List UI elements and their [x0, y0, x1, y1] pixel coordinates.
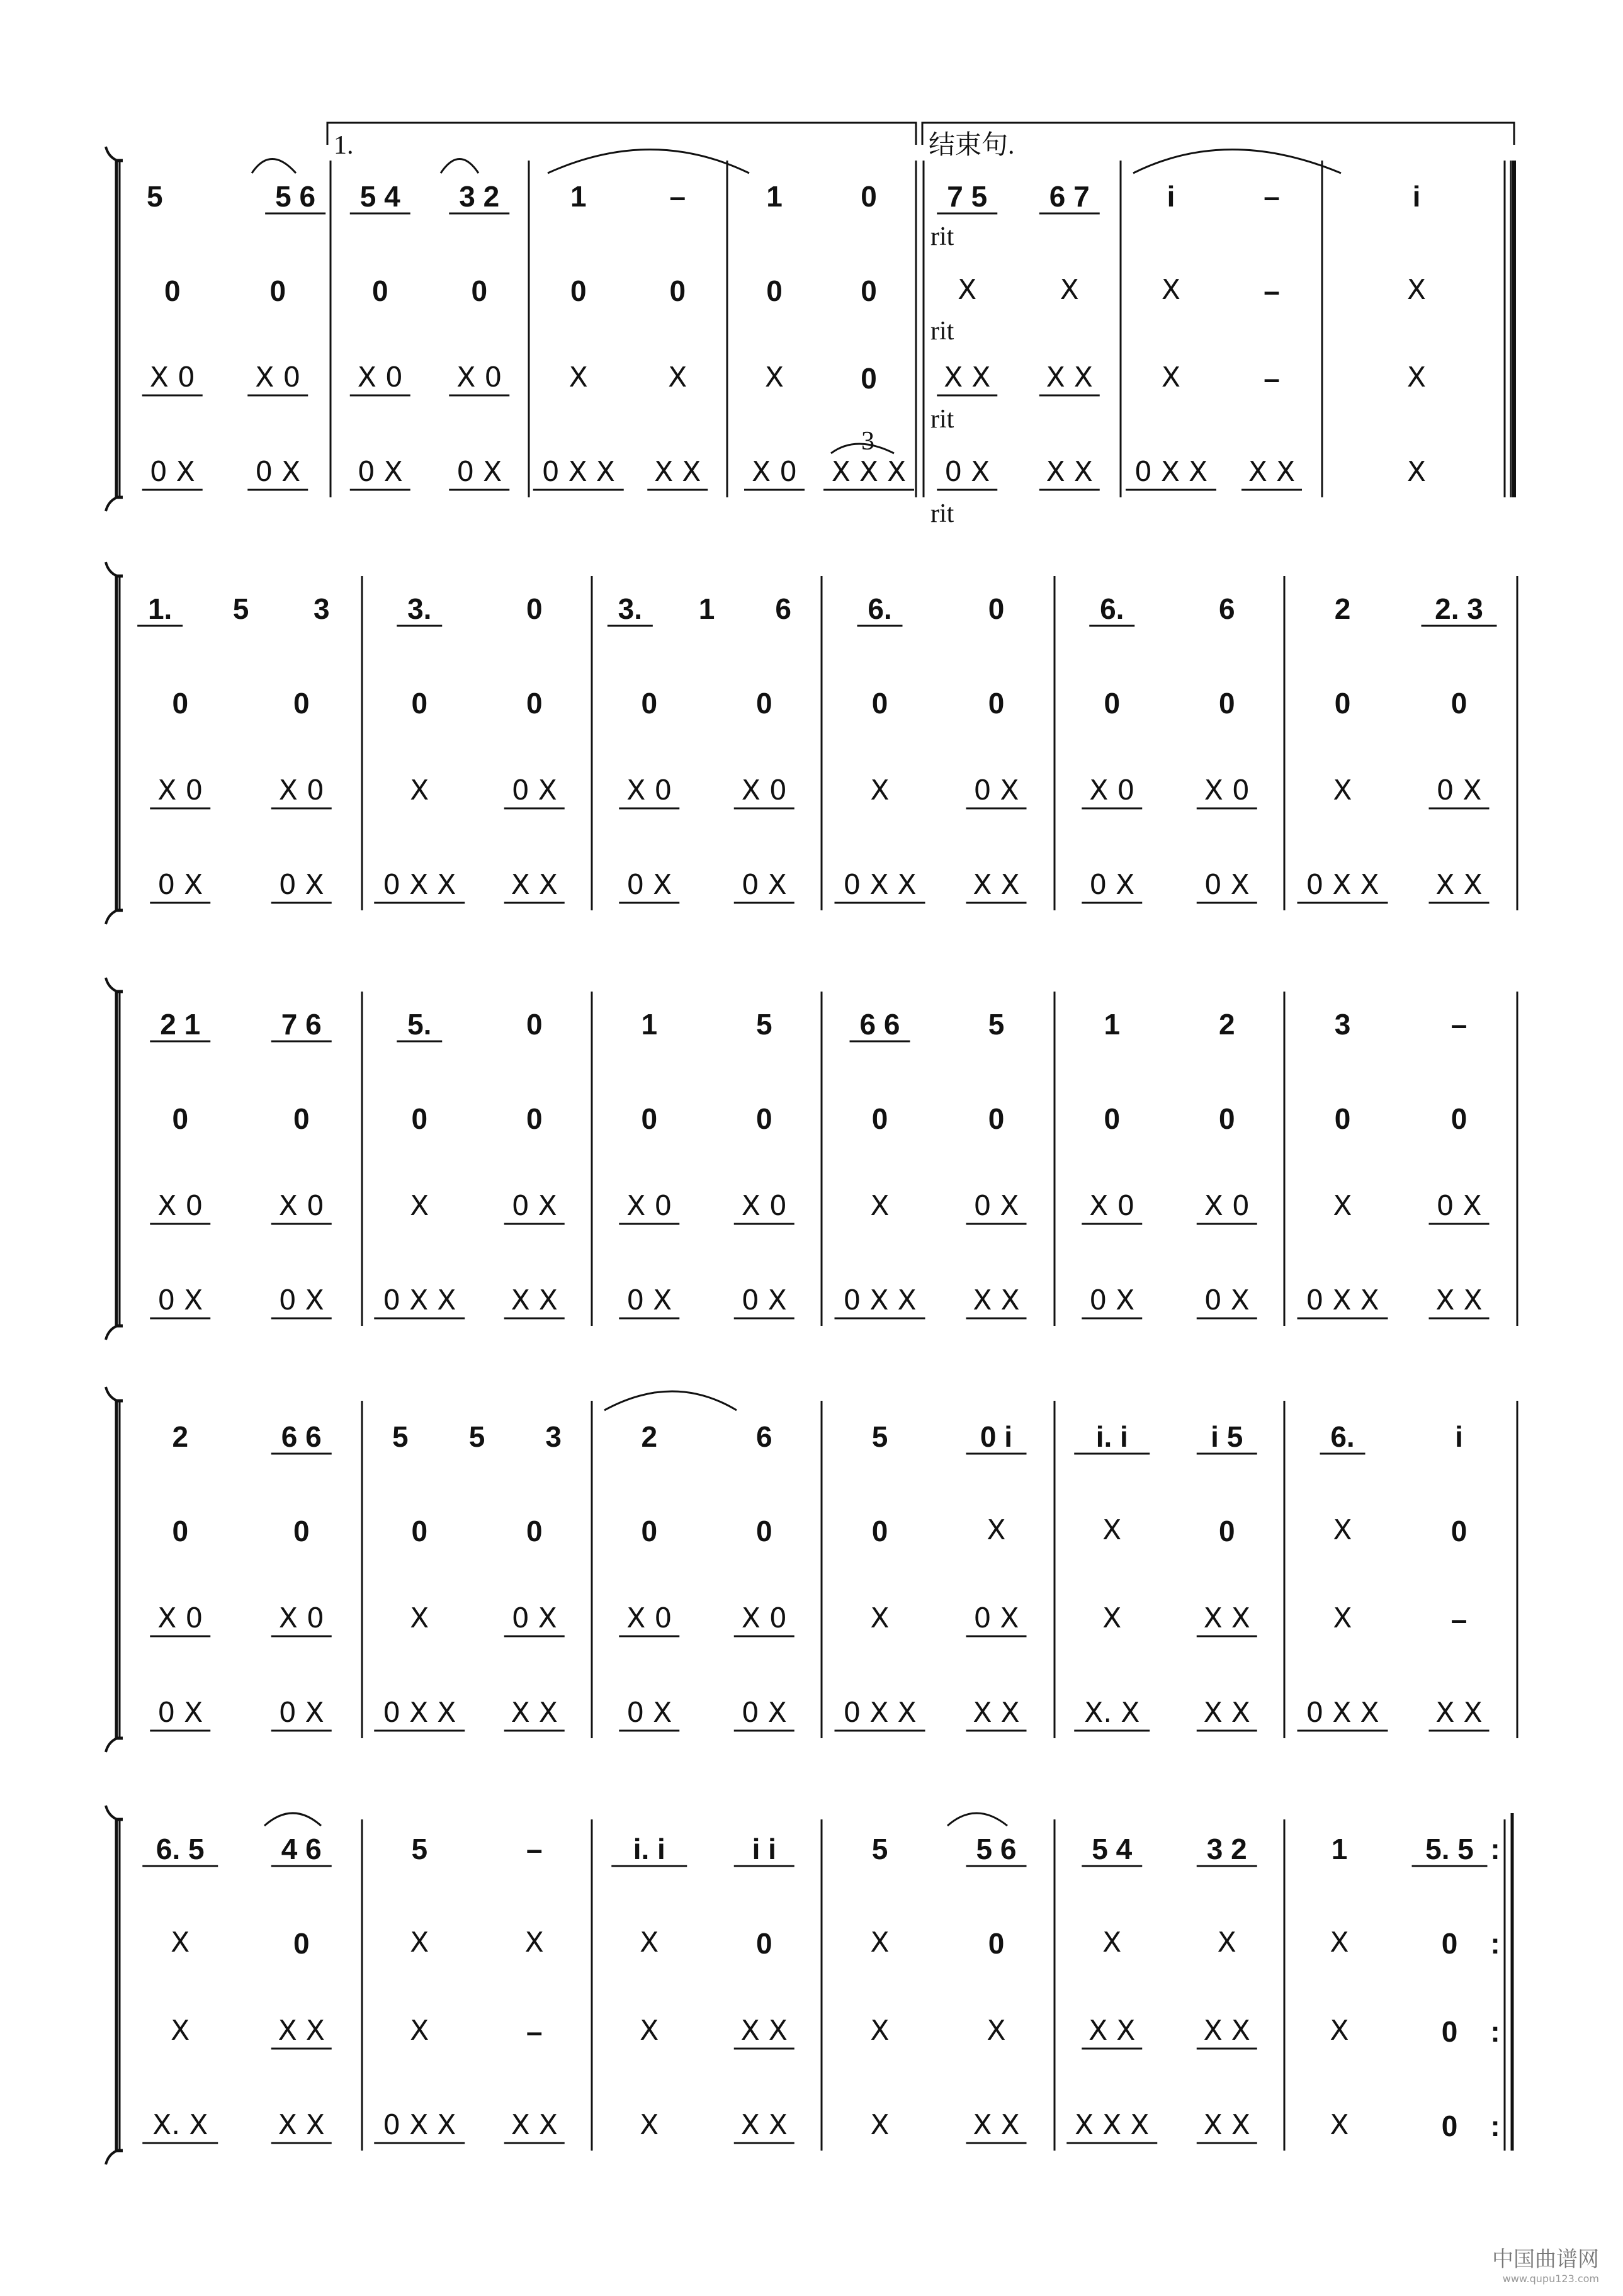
percussion-note: 0 X: [1089, 869, 1135, 901]
percussion-note: X: [171, 1926, 190, 1959]
percussion-note: X. X: [152, 2109, 208, 2141]
percussion-note: X: [1333, 1190, 1352, 1222]
melody-note: –: [1451, 1008, 1467, 1041]
percussion-note: X X: [1203, 1697, 1250, 1729]
percussion-note: 0: [172, 1102, 189, 1135]
percussion-note: X 0: [1204, 774, 1250, 806]
percussion-note: 0 X: [741, 1697, 787, 1729]
percussion-note: X: [1406, 361, 1427, 393]
percussion-note: 0: [1218, 1102, 1235, 1135]
percussion-note: 0: [269, 274, 286, 307]
percussion-note: 0 X: [1204, 869, 1250, 901]
percussion-note: X: [1102, 1514, 1122, 1546]
percussion-note: 0: [1104, 687, 1121, 720]
percussion-note: X 0: [278, 1602, 324, 1634]
rit-marking: rit: [930, 499, 954, 528]
percussion-note: X X X: [831, 456, 907, 488]
percussion-note: 0: [641, 1102, 658, 1135]
percussion-note: X 0: [1204, 1190, 1250, 1222]
percussion-note: 0: [861, 274, 877, 307]
percussion-note: X 0: [751, 456, 798, 488]
melody-note: i. i: [1095, 1420, 1128, 1453]
percussion-note: 0 X: [973, 774, 1019, 806]
melody-note: 3: [545, 1420, 562, 1453]
melody-note: 0: [861, 180, 877, 213]
percussion-note: 0: [871, 687, 888, 720]
slur: [1133, 150, 1341, 174]
melody-note: 5 6: [275, 180, 316, 213]
percussion-note: 0: [641, 1515, 658, 1547]
rit-marking: rit: [930, 222, 954, 251]
percussion-note: X X X: [1075, 2109, 1150, 2141]
percussion-note: X 0: [149, 361, 195, 393]
melody-note: 5: [392, 1420, 409, 1453]
percussion-note: X: [870, 2015, 890, 2047]
melody-note: i: [1412, 180, 1421, 213]
percussion-note: X 0: [357, 361, 403, 393]
percussion-note: 0: [411, 687, 428, 720]
percussion-note: 0 X: [511, 1190, 557, 1222]
percussion-note: –: [1451, 1603, 1467, 1636]
percussion-note: X 0: [278, 1190, 324, 1222]
percussion-note: X: [410, 2015, 429, 2047]
percussion-note: 0: [1104, 1102, 1121, 1135]
percussion-note: X: [524, 1926, 544, 1959]
percussion-note: 0 X: [157, 1284, 203, 1316]
percussion-note: X X: [511, 869, 558, 901]
percussion-note: 0 X: [1089, 1284, 1135, 1316]
percussion-note: X 0: [741, 774, 787, 806]
melody-note: 6.: [1100, 592, 1124, 625]
melody-note: 5: [232, 592, 249, 625]
melody-note: 1: [1331, 1833, 1348, 1865]
percussion-note: 0 X: [278, 869, 324, 901]
percussion-note: 0 X: [511, 774, 557, 806]
melody-note: 0: [526, 592, 543, 625]
melody-note: 2: [1218, 1008, 1235, 1041]
percussion-note: X: [1102, 1926, 1122, 1959]
percussion-note: 0: [471, 274, 488, 307]
percussion-note: X: [1330, 1926, 1349, 1959]
percussion-note: 0: [1441, 1927, 1458, 1960]
percussion-note: X: [870, 1602, 890, 1634]
tuplet-number: 3: [861, 427, 874, 456]
melody-note: 0: [988, 592, 1005, 625]
percussion-note: X X: [1435, 1697, 1483, 1729]
melody-note: –: [669, 180, 686, 213]
melody-note: 6.: [1330, 1420, 1355, 1453]
percussion-note: X: [958, 274, 977, 306]
percussion-note: X: [987, 2015, 1006, 2047]
percussion-note: 0 X X: [383, 1284, 456, 1316]
percussion-note: X X: [944, 361, 991, 393]
percussion-note: 0 X: [944, 456, 990, 488]
melody-note: 6: [1218, 592, 1235, 625]
percussion-note: 0: [293, 1102, 310, 1135]
percussion-note: X X: [1203, 2015, 1250, 2047]
percussion-note: 0: [293, 1515, 310, 1547]
volta-first-label: 1.: [334, 131, 354, 160]
melody-note: 3.: [407, 592, 432, 625]
percussion-note: X: [987, 1514, 1006, 1546]
percussion-note: 0 X: [973, 1602, 1019, 1634]
percussion-note: 0: [1451, 1102, 1467, 1135]
percussion-note: X. X: [1084, 1697, 1140, 1729]
bracket-hook-top: [106, 147, 117, 161]
percussion-note: 0: [755, 1515, 772, 1547]
percussion-note: 0 X: [357, 456, 403, 488]
percussion-note: 0 X: [157, 1697, 203, 1729]
melody-note: 5 6: [976, 1833, 1017, 1865]
bracket-hook-bottom: [106, 1326, 117, 1340]
percussion-note: X 0: [741, 1602, 787, 1634]
melody-note: 6 7: [1049, 180, 1090, 213]
percussion-note: X X: [1435, 869, 1483, 901]
percussion-note: X: [870, 2109, 890, 2141]
melody-note: 5: [468, 1420, 485, 1453]
percussion-note: 0: [871, 1102, 888, 1135]
percussion-note: X: [410, 1602, 429, 1634]
melody-note: 1: [570, 180, 587, 213]
percussion-note: X 0: [157, 1190, 203, 1222]
percussion-note: 0: [526, 1515, 543, 1547]
melody-note: i: [1455, 1420, 1463, 1453]
percussion-note: 0: [1451, 687, 1467, 720]
percussion-note: 0 X: [741, 1284, 787, 1316]
percussion-note: 0 X: [278, 1284, 324, 1316]
melody-note: 1: [641, 1008, 658, 1041]
percussion-note: X: [640, 2109, 659, 2141]
percussion-note: 0: [766, 274, 783, 307]
percussion-note: X: [1060, 274, 1079, 306]
percussion-note: X: [1161, 361, 1181, 393]
melody-note: 3.: [618, 592, 643, 625]
percussion-note: 0 X: [626, 1697, 672, 1729]
melody-note: 7 5: [947, 180, 988, 213]
bracket-hook-top: [106, 1806, 117, 1819]
percussion-note: 0: [293, 1927, 310, 1960]
percussion-note: 0: [871, 1515, 888, 1547]
percussion-note: 0: [1334, 687, 1351, 720]
percussion-note: 0: [669, 274, 686, 307]
watermark-url: www.qupu123.com: [1502, 2273, 1599, 2285]
percussion-note: X X: [1248, 456, 1296, 488]
bracket-hook-bottom: [106, 1738, 117, 1752]
percussion-note: X X: [1046, 456, 1093, 488]
percussion-note: 0 X: [626, 869, 672, 901]
slur: [604, 1391, 737, 1410]
percussion-note: 0 X: [741, 869, 787, 901]
percussion-note: 0 X: [1204, 1284, 1250, 1316]
melody-note: 1: [766, 180, 783, 213]
percussion-note: 0 X: [278, 1697, 324, 1729]
melody-note: 4 6: [281, 1833, 322, 1865]
bracket-hook-bottom: [106, 910, 117, 924]
percussion-note: X: [870, 1190, 890, 1222]
percussion-note: 0: [755, 1927, 772, 1960]
percussion-note: 0: [988, 1102, 1005, 1135]
melody-note: 6. 5: [156, 1833, 205, 1865]
percussion-note: 0 X: [973, 1190, 1019, 1222]
melody-note: 7 6: [281, 1008, 322, 1041]
percussion-note: X 0: [255, 361, 301, 393]
percussion-note: 0: [1218, 687, 1235, 720]
melody-note: 6.: [868, 592, 892, 625]
percussion-note: X 0: [626, 1190, 672, 1222]
percussion-note: X 0: [1089, 1190, 1135, 1222]
percussion-note: X: [1333, 774, 1352, 806]
slur: [252, 159, 296, 174]
percussion-note: 0: [1451, 1515, 1467, 1547]
percussion-note: X: [870, 774, 890, 806]
melody-note: –: [1264, 180, 1280, 213]
melody-note: 1: [698, 592, 715, 625]
percussion-note: 0 X X: [1306, 1697, 1379, 1729]
melody-note: 5 4: [359, 180, 400, 213]
percussion-note: –: [1264, 274, 1280, 307]
percussion-note: X: [1161, 274, 1181, 306]
percussion-note: 0 X: [511, 1602, 557, 1634]
melody-note: 6: [775, 592, 791, 625]
repeat-dots: :: [1490, 2015, 1500, 2048]
percussion-note: 0: [526, 1102, 543, 1135]
percussion-note: X X: [511, 1697, 558, 1729]
percussion-note: X: [1217, 1926, 1236, 1959]
slur: [441, 159, 478, 174]
percussion-note: X: [1330, 2015, 1349, 2047]
repeat-dots: :: [1490, 1927, 1500, 1960]
melody-note: 0 i: [980, 1420, 1013, 1453]
percussion-note: X X: [740, 2015, 788, 2047]
bracket-hook-bottom: [106, 2151, 117, 2164]
percussion-note: 0 X X: [541, 456, 615, 488]
melody-note: 1.: [147, 592, 172, 625]
volta-first: [327, 123, 916, 145]
percussion-note: 0: [172, 1515, 189, 1547]
percussion-note: 0: [570, 274, 587, 307]
percussion-note: X X: [973, 2109, 1020, 2141]
percussion-note: 0 X X: [1134, 456, 1208, 488]
watermark-logo: [1492, 2242, 1599, 2285]
percussion-note: X: [640, 2015, 659, 2047]
melody-note: 5. 5: [1425, 1833, 1474, 1865]
percussion-note: 0 X: [255, 456, 301, 488]
percussion-note: 0: [755, 687, 772, 720]
percussion-note: 0 X X: [383, 1697, 456, 1729]
percussion-note: X 0: [626, 774, 672, 806]
percussion-note: 0: [1441, 2110, 1458, 2142]
bracket-hook-top: [106, 1387, 117, 1401]
percussion-note: X X: [278, 2109, 325, 2141]
percussion-note: 0 X: [1436, 774, 1482, 806]
percussion-note: X: [1102, 1602, 1122, 1634]
percussion-note: 0: [988, 1927, 1005, 1960]
percussion-note: X X: [511, 2109, 558, 2141]
percussion-note: X X: [973, 1697, 1020, 1729]
percussion-note: X 0: [456, 361, 502, 393]
percussion-note: 0: [293, 687, 310, 720]
melody-note: 5: [871, 1833, 888, 1865]
percussion-note: 0 X: [157, 869, 203, 901]
melody-note: 6: [755, 1420, 772, 1453]
percussion-note: X: [568, 361, 588, 393]
melody-note: 2: [641, 1420, 658, 1453]
percussion-note: 0: [164, 274, 181, 307]
percussion-note: –: [526, 2015, 543, 2048]
melody-note: 1: [1104, 1008, 1121, 1041]
percussion-note: X 0: [278, 774, 324, 806]
percussion-note: X 0: [157, 774, 203, 806]
percussion-note: 0: [411, 1102, 428, 1135]
percussion-note: X X: [1203, 1602, 1250, 1634]
watermark-text: 中国曲谱网: [1492, 2247, 1599, 2272]
percussion-note: X: [1333, 1514, 1352, 1546]
melody-note: 0: [526, 1008, 543, 1041]
percussion-note: X 0: [741, 1190, 787, 1222]
percussion-note: X: [640, 1926, 659, 1959]
percussion-note: X X: [1089, 2015, 1136, 2047]
bracket-hook-top: [106, 562, 117, 576]
percussion-note: 0: [861, 362, 877, 395]
melody-note: 3: [1334, 1008, 1351, 1041]
melody-note: 5: [147, 180, 163, 213]
percussion-note: X: [1330, 2109, 1349, 2141]
melody-note: 5: [755, 1008, 772, 1041]
percussion-note: X: [870, 1926, 890, 1959]
melody-note: i 5: [1211, 1420, 1243, 1453]
percussion-note: X X: [1435, 1284, 1483, 1316]
percussion-note: 0: [371, 274, 388, 307]
percussion-note: X X: [740, 2109, 788, 2141]
percussion-note: 0 X X: [843, 869, 917, 901]
melody-note: 3 2: [459, 180, 500, 213]
percussion-note: X X: [511, 1284, 558, 1316]
percussion-note: 0 X X: [1306, 1284, 1379, 1316]
percussion-note: –: [1264, 362, 1280, 395]
percussion-note: X: [410, 1926, 429, 1959]
percussion-note: X 0: [626, 1602, 672, 1634]
percussion-note: 0: [1218, 1515, 1235, 1547]
melody-note: 5: [871, 1420, 888, 1453]
melody-note: 5: [988, 1008, 1005, 1041]
melody-note: i. i: [633, 1833, 665, 1865]
slur: [548, 150, 749, 174]
percussion-note: 0 X: [626, 1284, 672, 1316]
percussion-note: 0: [411, 1515, 428, 1547]
percussion-note: 0 X: [1436, 1190, 1482, 1222]
melody-note: 6 6: [281, 1420, 322, 1453]
melody-note: –: [526, 1833, 543, 1865]
percussion-note: X 0: [157, 1602, 203, 1634]
bracket-hook-bottom: [106, 497, 117, 511]
rit-marking: rit: [930, 317, 954, 346]
melody-note: 3 2: [1206, 1833, 1247, 1865]
percussion-note: X: [1406, 456, 1427, 488]
melody-note: 2: [172, 1420, 189, 1453]
melody-note: 2. 3: [1435, 592, 1483, 625]
percussion-note: 0 X X: [383, 2109, 456, 2141]
slur: [947, 1813, 1007, 1826]
percussion-note: X: [1333, 1602, 1352, 1634]
percussion-note: 0: [755, 1102, 772, 1135]
percussion-note: 0 X X: [843, 1284, 917, 1316]
percussion-note: X X: [278, 2015, 325, 2047]
melody-note: 5: [411, 1833, 428, 1865]
percussion-note: 0 X X: [383, 869, 456, 901]
melody-note: 5 4: [1092, 1833, 1133, 1865]
percussion-note: 0: [526, 687, 543, 720]
melody-note: i: [1167, 180, 1175, 213]
percussion-note: X X: [973, 869, 1020, 901]
melody-note: 6 6: [859, 1008, 900, 1041]
rit-marking: rit: [930, 405, 954, 434]
slur: [264, 1813, 321, 1826]
percussion-note: 0: [1441, 2015, 1458, 2048]
percussion-note: 0 X X: [1306, 869, 1379, 901]
percussion-note: X: [410, 774, 429, 806]
percussion-note: 0 X X: [843, 1697, 917, 1729]
percussion-note: X: [764, 361, 784, 393]
melody-note: 2 1: [160, 1008, 201, 1041]
percussion-note: 0: [1334, 1102, 1351, 1135]
percussion-note: X: [410, 1190, 429, 1222]
percussion-note: 0 X: [456, 456, 502, 488]
melody-note: 2: [1334, 592, 1351, 625]
percussion-note: 0: [641, 687, 658, 720]
percussion-note: 0: [988, 687, 1005, 720]
percussion-note: X: [668, 361, 687, 393]
percussion-note: 0: [172, 687, 189, 720]
percussion-note: X X: [973, 1284, 1020, 1316]
percussion-note: X: [171, 2015, 190, 2047]
percussion-note: X X: [1203, 2109, 1250, 2141]
percussion-note: X 0: [1089, 774, 1135, 806]
percussion-note: X: [1406, 274, 1427, 306]
melody-note: 3: [314, 592, 330, 625]
melody-note: i i: [752, 1833, 776, 1865]
percussion-note: 0 X: [149, 456, 195, 488]
repeat-dots: :: [1490, 1833, 1500, 1865]
percussion-note: X X: [1046, 361, 1093, 393]
volta-ending-label: 结束句.: [929, 131, 1015, 160]
percussion-note: X X: [654, 456, 701, 488]
bracket-hook-top: [106, 978, 117, 992]
melody-note: 5.: [407, 1008, 432, 1041]
repeat-dots: :: [1490, 2110, 1500, 2142]
